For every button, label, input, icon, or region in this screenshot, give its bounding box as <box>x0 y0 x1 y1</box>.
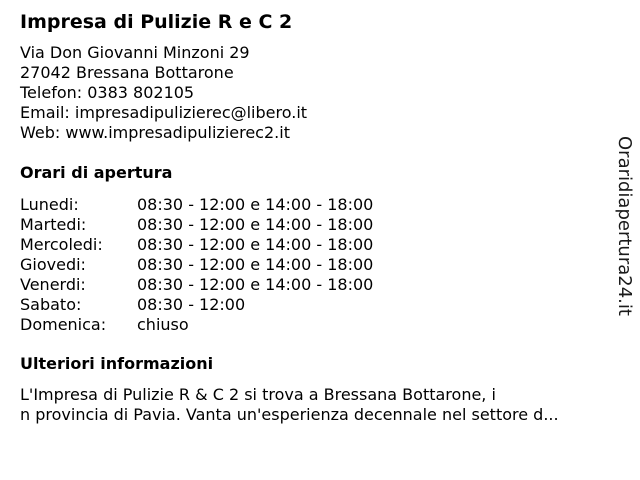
day-hours: 08:30 - 12:00 e 14:00 - 18:00 <box>137 255 374 274</box>
contact-block <box>20 43 307 143</box>
further-info-text <box>20 385 620 425</box>
email-address[interactable]: Email: impresadipulizierec@libero.it <box>20 103 308 122</box>
hours-row-saturday <box>20 295 373 315</box>
day-hours: 08:30 - 12:00 e 14:00 - 18:00 <box>137 275 374 294</box>
website-url[interactable]: Web: www.impresadipulizierec2.it <box>20 123 290 142</box>
business-name: Impresa di Pulizie R e C 2 <box>20 11 293 33</box>
day-label: Giovedi: <box>20 255 86 274</box>
day-hours: chiuso <box>137 315 189 334</box>
further-info-heading: Ulteriori informazioni <box>20 354 214 373</box>
address-street: Via Don Giovanni Minzoni 29 <box>20 43 250 62</box>
opening-hours-heading: Orari di apertura <box>20 163 173 182</box>
hours-row-friday <box>20 275 373 295</box>
hours-row-wednesday <box>20 235 373 255</box>
address-city: 27042 Bressana Bottarone <box>20 63 234 82</box>
day-hours: 08:30 - 12:00 e 14:00 - 18:00 <box>137 215 374 234</box>
info-line: n provincia di Pavia. Vanta un'esperienza decennale nel settore d... <box>20 405 559 424</box>
opening-hours-table <box>20 195 373 335</box>
hours-row-tuesday <box>20 215 373 235</box>
hours-row-monday <box>20 195 373 215</box>
site-brand: Oraridiapertura24.it <box>614 136 635 316</box>
phone-number[interactable]: Telefon: 0383 802105 <box>20 83 195 102</box>
day-label: Domenica: <box>20 315 107 334</box>
day-label: Sabato: <box>20 295 82 314</box>
day-label: Venerdi: <box>20 275 86 294</box>
day-hours: 08:30 - 12:00 e 14:00 - 18:00 <box>137 195 374 214</box>
day-label: Mercoledi: <box>20 235 103 254</box>
day-label: Martedi: <box>20 215 87 234</box>
hours-row-sunday <box>20 315 373 335</box>
day-hours: 08:30 - 12:00 e 14:00 - 18:00 <box>137 235 374 254</box>
info-line: L'Impresa di Pulizie R & C 2 si trova a Bressana Bottarone, i <box>20 385 496 404</box>
day-label: Lunedi: <box>20 195 79 214</box>
hours-row-thursday <box>20 255 373 275</box>
day-hours: 08:30 - 12:00 <box>137 295 246 314</box>
